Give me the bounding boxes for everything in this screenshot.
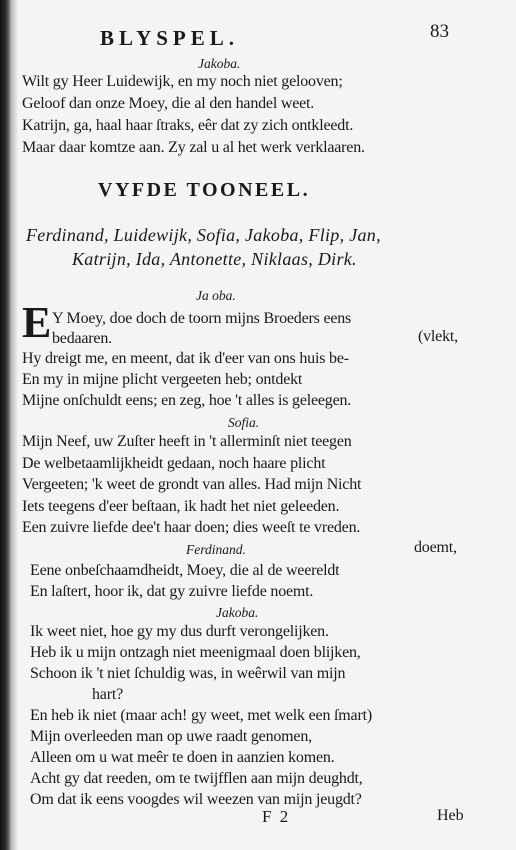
verse-line: Maar daar komtze aan. Zy zal u al het werk verklaaren. [22,139,365,156]
speaker-jakoba: Ja oba. [196,288,236,303]
verse-line: Wilt gy Heer Luidewijk, en my noch niet gelooven; [22,73,343,90]
verse-line: Om dat ik eens voogdes wil weezen van mijn jeugdt? [30,791,362,808]
page-number: 83 [430,21,449,42]
verse-line: Acht gy dat reeden, om te twijfflen aan mijn deughdt, [30,770,363,787]
speaker-jakoba: Jakoba. [216,605,259,620]
verse-line: Schoon ik 't niet ſchuldig was, in weêrwil van mijn [30,665,346,682]
verse-line: Ik weet niet, hoe gy my dus durft verongelijken. [30,623,329,640]
speaker-jakoba: Jakoba. [198,56,241,71]
book-binding-shadow [0,0,12,850]
verse-line: Mijne onſchuldt eens; en zeg, hoe 't alles is geleegen. [22,392,352,409]
verse-line: Mijn overleeden man op uwe raadt genomen, [30,728,312,745]
verse-line: Eene onbeſchaamdheidt, Moey, die al de weereldt [30,562,340,579]
verse-line: En heb ik niet (maar ach! gy weet, met welk een ſmart) [30,707,372,724]
verse-line: Katrijn, ga, haal haar ſtraks, eêr dat zy zich ontkleedt. [22,117,354,134]
verse-line: Hy dreigt me, en meent, dat ik d'eer van ons huis be- [22,350,349,367]
book-gutter [12,0,18,850]
scene-heading: VYFDE TOONEEL. [98,179,311,201]
speaker-ferdinand: Ferdinand. [186,542,246,557]
verse-line-carryover: doemt, [414,539,457,556]
verse-line: Alleen om u wat meêr te doen in aanzien komen. [30,749,335,766]
verse-line: Vergeeten; 'k weet de grondt van alles. Had mijn Nicht [22,476,362,493]
verse-line: Geloof dan onze Moey, die al den handel weet. [22,95,315,112]
verse-line: Heb ik u mijn ontzagh niet meenigmaal doen blijken, [30,644,361,661]
speaker-sofia: Sofia. [228,415,260,430]
cast-list-line: Katrijn, Ida, Antonette, Niklaas, Dirk. [72,249,357,269]
verse-line: bedaaren. [52,330,112,347]
verse-line: De welbetaamlijkheidt gedaan, noch haare plicht [22,455,326,472]
verse-line: Een zuivre liefde dee't haar doen; dies weeſt te vreden. [22,519,361,536]
verse-line: En my in mijne plicht vergeeten heb; ontdekt [22,371,303,388]
verse-line: Mijn Neef, uw Zuſter heeft in 't allerminſt niet teegen [22,433,352,450]
verse-line: En laſtert, hoor ik, dat gy zuivre liefde noemt. [30,583,314,600]
verse-line: Y Moey, doe doch de toorn mijns Broeders eens [52,310,352,327]
verse-line: hart? [92,686,123,703]
signature-mark: F 2 [262,807,291,826]
running-title: BLYSPEL. [100,26,240,50]
drop-cap: E [22,298,52,347]
catchword: Heb [437,807,464,824]
verse-line: Iets teegens d'eer beſtaan, ik hadt het niet geleeden. [22,498,340,515]
verse-line-carryover: (vlekt, [418,328,458,345]
cast-list-line: Ferdinand, Luidewijk, Sofia, Jakoba, Flip, Jan, [26,225,381,245]
